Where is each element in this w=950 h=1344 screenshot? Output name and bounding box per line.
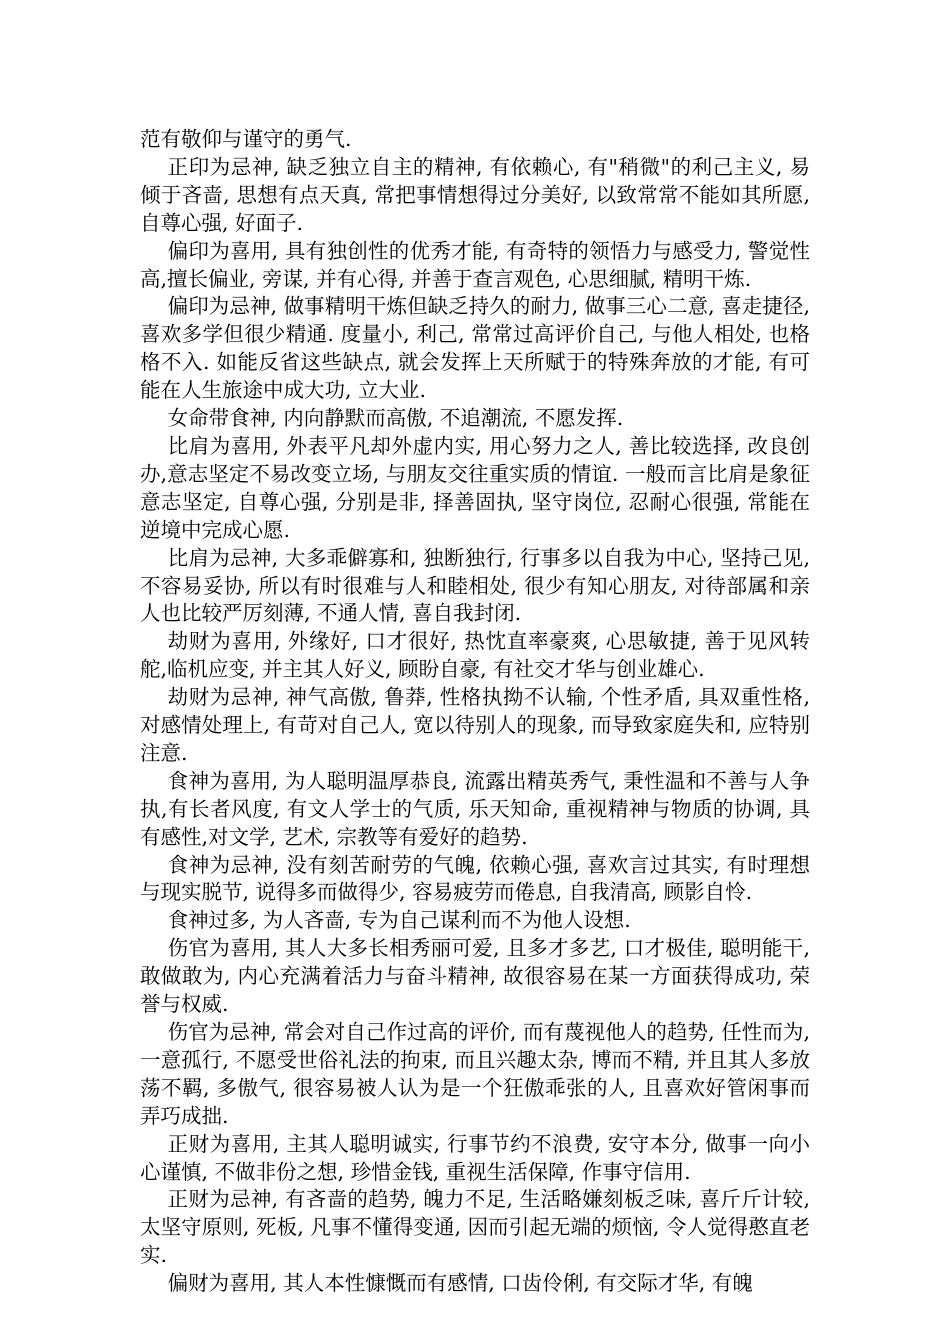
paragraph: 劫财为喜用, 外缘好, 口才很好, 热忱直率豪爽, 心思敏捷, 善于见风转舵,临机应变, 并主其人好义, 顾盼自豪, 有社交才华与创业雄心. (140, 629, 810, 682)
paragraph: 食神过多, 为人吝啬, 专为自己谋利而不为他人设想. (167, 908, 631, 933)
paragraph: 劫财为忌神, 神气高傲, 鲁莽, 性格执拗不认输, 个性矛盾, 具双重性格,对感情处理上, 有苛对自己人, 宽以待别人的现象, 而导致家庭失和, 应特别注意. (140, 685, 810, 765)
paragraph: 范有敬仰与谨守的勇气. (140, 127, 352, 151)
paragraph: 正财为忌神, 有吝啬的趋势, 魄力不足, 生活略嫌刻板乏味, 喜斤斤计较,太坚守原则, 死板, 凡事不懂得变通, 因而引起无端的烦恼, 令人觉得憨直老实. (140, 1187, 810, 1268)
paragraph: 偏财为喜用, 其人本性慷慨而有感情, 口齿伶俐, 有交际才华, 有魄 (167, 1271, 753, 1296)
paragraph: 比肩为喜用, 外表平凡却外虚内实, 用心努力之人, 善比较选择, 改良创办,意志坚定不易改变立场, 与朋友交往重实质的情谊. 一般而言比肩是象征意志坚定, 自尊心强, 分别是非, 择善固执, 坚守岗位, 忍耐心很强, 常能在逆境中完成心愿. (140, 433, 810, 542)
paragraph: 食神为喜用, 为人聪明温厚恭良, 流露出精英秀气, 秉性温和不善与人争执,有长者风度, 有文人学士的气质, 乐天知命, 重视精神与物质的协调, 具有感性,对文学, 艺术, 宗教等有爱好的趋势. (140, 768, 810, 849)
paragraph: 偏印为忌神, 做事精明干炼但缺乏持久的耐力, 做事三心二意, 喜走捷径,喜欢多学但很少精通. 度量小, 利己, 常常过高评价自己, 与他人相处, 也格格不入. 如能反省这些缺点, 就会发挥上天所赋于的特殊奔放的才能, 有可能在人生旅途中成大功, 立大业. (140, 294, 810, 403)
paragraph: 偏印为喜用, 具有独创性的优秀才能, 有奇特的领悟力与感受力, 警觉性高,擅长偏业, 旁谋, 并有心得, 并善于查言观色, 心思细腻, 精明干炼. (140, 238, 810, 291)
paragraph: 正印为忌神, 缺乏独立自主的精神, 有依赖心, 有"稍微"的利己主义, 易倾于吝啬, 思想有点天真, 常把事情想得过分美好, 以致常常不能如其所愿, 自尊心强, 好面子. (140, 154, 810, 235)
paragraph: 正财为喜用, 主其人聪明诚实, 行事节约不浪费, 安守本分, 做事一向小心谨慎, 不做非份之想, 珍惜金钱, 重视生活保障, 作事守信用. (140, 1131, 810, 1184)
paragraph: 比肩为忌神, 大多乖僻寡和, 独断独行, 行事多以自我为中心, 坚持己见,不容易妥协, 所以有时很难与人和睦相处, 很少有知心朋友, 对待部属和亲人也比较严厉刻薄, 不通人情, 喜自我封闭. (140, 545, 810, 626)
paragraph: 伤官为喜用, 其人大多长相秀丽可爱, 且多才多艺, 口才极佳, 聪明能干,敢做敢为, 内心充满着活力与奋斗精神, 故很容易在某一方面获得成功, 荣誉与权威. (140, 936, 810, 1017)
paragraph: 女命带食神, 内向静默而高傲, 不追潮流, 不愿发挥. (167, 406, 624, 431)
document-page (140, 126, 810, 1298)
paragraph: 食神为忌神, 没有刻苦耐劳的气魄, 依赖心强, 喜欢言过其实, 有时理想与现实脱节, 说得多而做得少, 容易疲劳而倦息, 自我清高, 顾影自怜. (140, 852, 810, 905)
paragraph: 伤官为忌神, 常会对自己作过高的评价, 而有蔑视他人的趋势, 任性而为,一意孤行, 不愿受世俗礼法的拘束, 而且兴趣太杂, 博而不精, 并且其人多放荡不羁, 多傲气, 很容易被人认为是一个狂傲乖张的人, 且喜欢好管闲事而弄巧成拙. (140, 1020, 810, 1128)
